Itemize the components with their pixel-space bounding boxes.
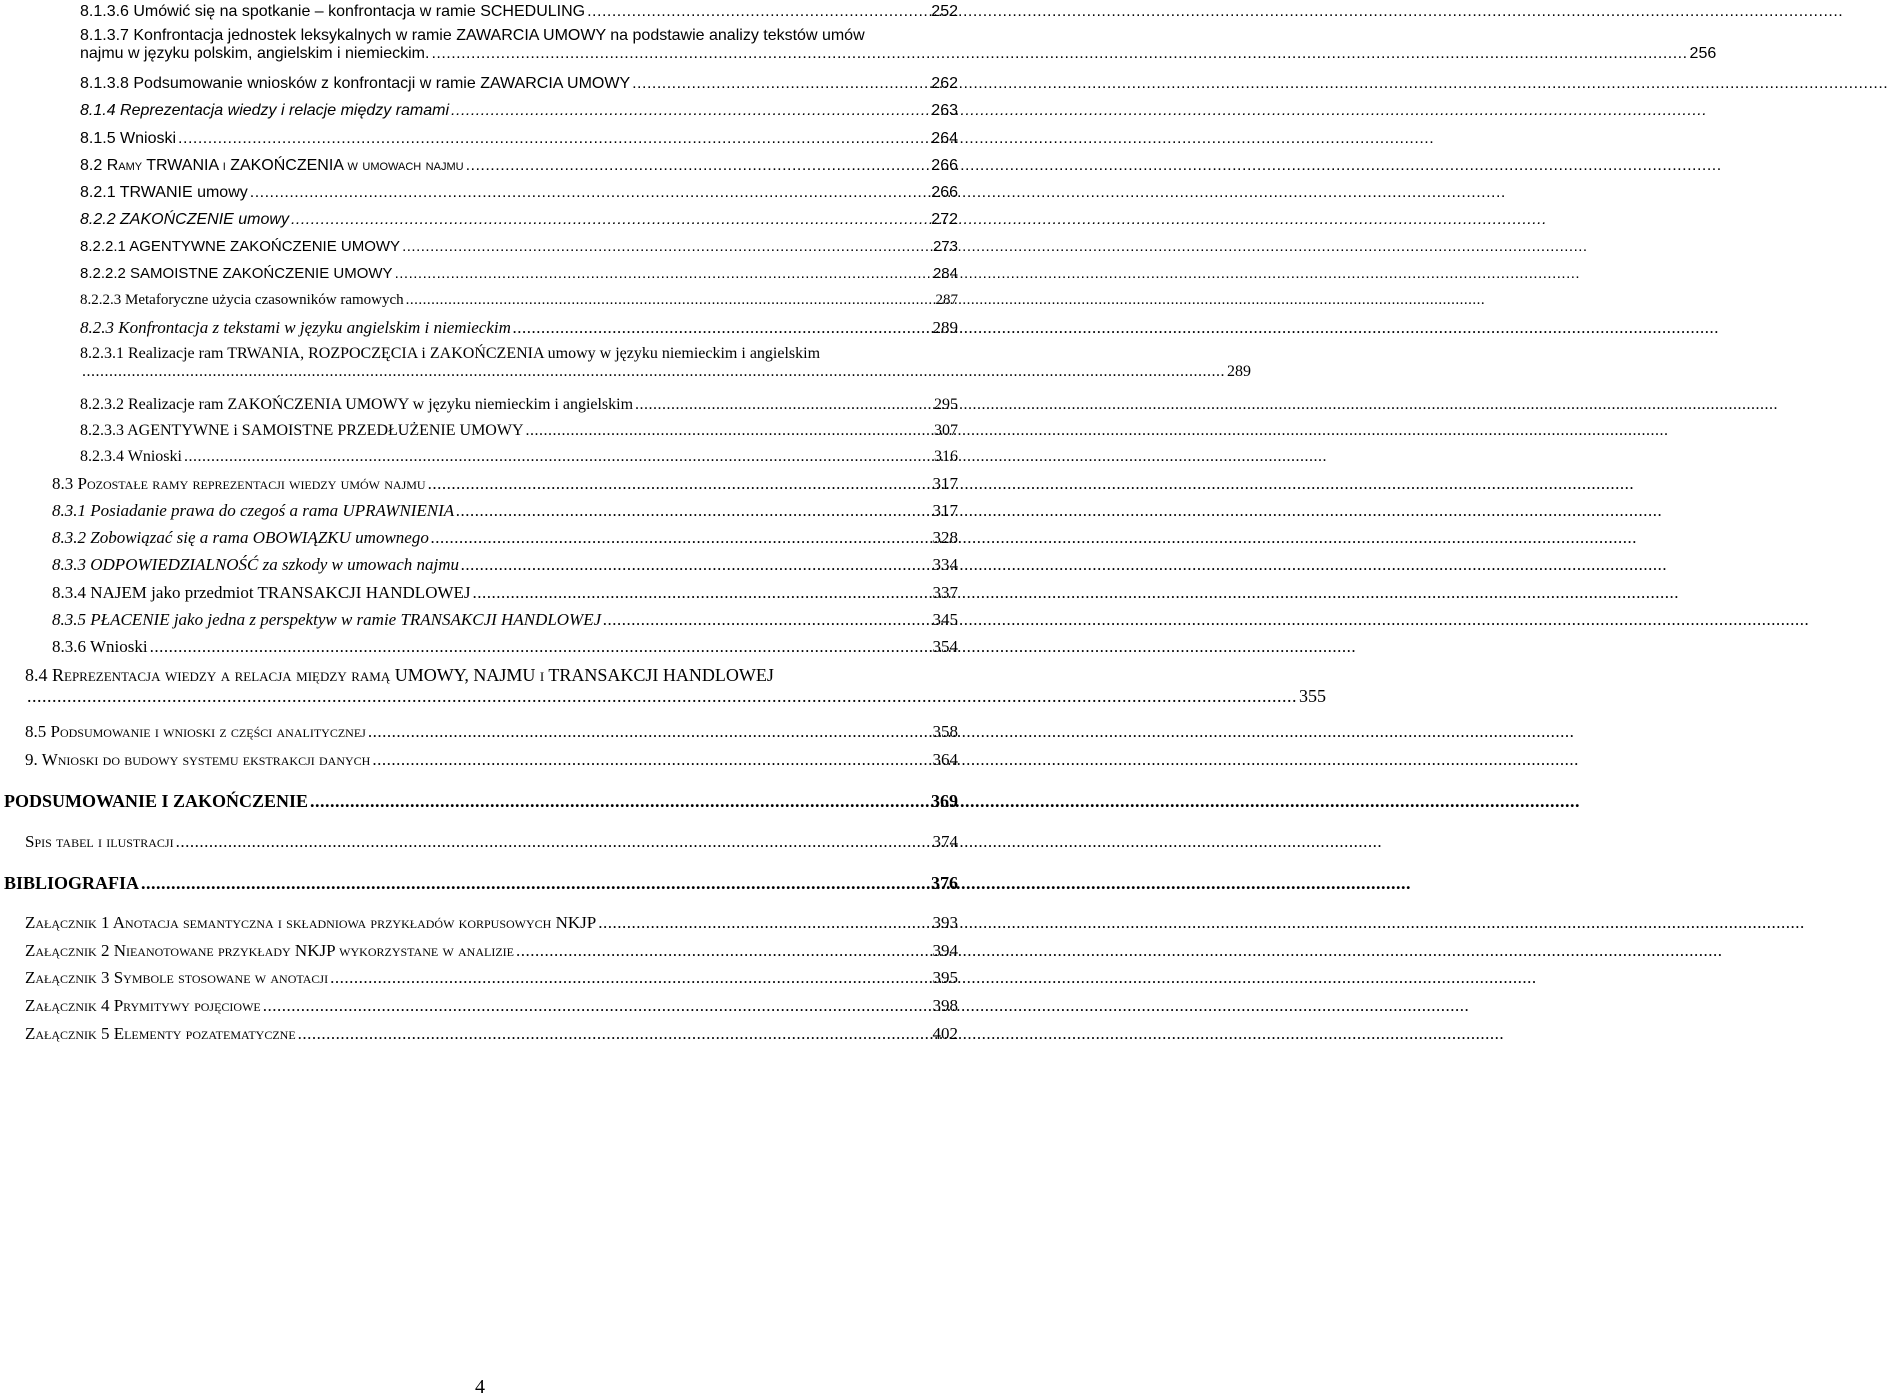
toc-entry-title: 8.2.3 Konfrontacja z tekstami w języku angielskim i niemieckim <box>80 318 511 337</box>
toc-entry[interactable] <box>25 750 958 770</box>
toc-entry-title: 8.3.4 NAJEM jako przedmiot TRANSAKCJI HANDLOWEJ <box>52 583 471 602</box>
toc-entry[interactable] <box>80 102 958 120</box>
dot-leader <box>456 501 930 521</box>
dot-leader <box>406 292 934 309</box>
dot-leader <box>176 832 931 852</box>
toc-entry-page: 307 <box>934 422 958 439</box>
dot-leader <box>428 474 931 494</box>
dot-leader <box>603 610 930 630</box>
toc-entry-page: 262 <box>931 75 958 92</box>
toc-entry-page: 272 <box>931 211 958 228</box>
toc-entry-page: 289 <box>932 318 958 337</box>
toc-entry-page: 402 <box>932 1024 958 1043</box>
toc-entry-title: 8.3 Pozostałe ramy reprezentacji wiedzy umów najmu <box>52 474 426 493</box>
toc-entry-page: 295 <box>934 396 958 413</box>
toc-entry-title: 8.2.3.3 AGENTYWNE i SAMOISTNE PRZEDŁUŻENIE UMOWY <box>80 422 524 439</box>
toc-entry[interactable] <box>25 913 958 933</box>
dot-leader <box>310 791 929 812</box>
toc-entry-title: 8.2.3.2 Realizacje ram ZAKOŃCZENIA UMOWY w języku niemieckim i angielskim <box>80 396 634 413</box>
toc-entry-title: Załącznik 2 Nieanotowane przykłady NKJP wykorzystane w analizie <box>25 941 514 960</box>
toc-entry-title: 8.1.5 Wnioski <box>80 130 177 147</box>
toc-entry-page: 364 <box>932 750 958 769</box>
toc-entry-title: 8.2.2.3 Metaforyczne użycia czasowników ramowych <box>80 292 404 308</box>
toc-entry-title: Załącznik 5 Elementy pozatematyczne <box>25 1024 296 1043</box>
toc-entry-title: 8.3.1 Posiadanie prawa do czegoś a rama UPRAWNIENIA <box>52 501 455 520</box>
dot-leader <box>27 686 1297 707</box>
toc-entry-page: 369 <box>931 791 958 811</box>
toc-entry-page: 393 <box>932 913 958 932</box>
dot-leader <box>632 75 929 93</box>
toc-entry[interactable] <box>25 941 958 961</box>
toc-entry-title: 8.1.4 Reprezentacja wiedzy i relacje między ramami <box>80 102 450 119</box>
dot-leader <box>330 968 930 988</box>
toc-entry-title: 8.2.2 ZAKOŃCZENIE umowy <box>80 211 289 228</box>
dot-leader <box>150 637 931 657</box>
toc-entry-title: 8.2 Ramy TRWANIA i ZAKOŃCZENIA w umowach najmu <box>80 157 464 174</box>
toc-entry-title: 8.3.6 Wnioski <box>52 637 148 656</box>
dot-leader <box>473 583 931 603</box>
toc-entry-title: 8.3.5 PŁACENIE jako jedna z perspektyw w ramie TRANSAKCJI HANDLOWEJ <box>52 610 602 629</box>
toc-entry-page: 252 <box>931 3 958 20</box>
dot-leader <box>513 318 931 338</box>
toc-entry-title: 8.1.3.7 Konfrontacja jednostek leksykalnych w ramie ZAWARCIA UMOWY na podstawie analizy tekstów umów <box>80 27 865 44</box>
dot-leader <box>635 396 932 414</box>
dot-leader <box>141 873 929 894</box>
dot-leader <box>402 238 931 255</box>
toc-entry-page: 316 <box>934 448 958 465</box>
toc-entry[interactable] <box>80 265 958 282</box>
toc-entry-title: BIBLIOGRAFIA <box>4 873 140 893</box>
toc-entry-title: Spis tabel i ilustracji <box>25 832 174 851</box>
dot-leader <box>598 913 930 933</box>
toc-entry-title: Załącznik 4 Prymitywy pojęciowe <box>25 996 261 1015</box>
toc-entry-title: 8.3.2 Zobowiązać się a rama OBOWIĄZKU umownego <box>52 528 429 547</box>
toc-entry-page: 337 <box>932 583 958 602</box>
dot-leader <box>298 1024 931 1044</box>
toc-entry[interactable] <box>4 873 958 894</box>
toc-entry-title-continued: najmu w języku polskim, angielskim i niemieckim. <box>80 45 430 63</box>
toc-entry-page: 374 <box>932 832 958 851</box>
toc-entry-title: 8.3.3 ODPOWIEDZIALNOŚĆ za szkody w umowach najmu <box>52 555 460 574</box>
toc-entry-title: 8.1.3.8 Podsumowanie wniosków z konfrontacji w ramie ZAWARCIA UMOWY <box>80 75 631 92</box>
dot-leader <box>461 555 930 575</box>
toc-entry[interactable] <box>52 528 958 548</box>
toc-entry[interactable] <box>52 610 958 630</box>
toc-entry[interactable] <box>52 637 958 657</box>
dot-leader <box>451 102 929 120</box>
dot-leader <box>516 941 931 961</box>
toc-entry-page: 358 <box>932 722 958 741</box>
toc-entry[interactable] <box>80 345 1251 382</box>
toc-entry[interactable] <box>80 3 958 21</box>
toc-entry-page: 345 <box>932 610 958 629</box>
toc-entry[interactable] <box>52 555 958 575</box>
toc-entry[interactable] <box>25 968 958 988</box>
toc-entry-page: 317 <box>932 474 958 493</box>
toc-entry-title: 8.2.2.2 SAMOISTNE ZAKOŃCZENIE UMOWY <box>80 265 393 282</box>
toc-entry[interactable] <box>52 474 958 494</box>
dot-leader <box>466 157 930 175</box>
toc-entry-page: 264 <box>931 130 958 147</box>
toc-entry[interactable] <box>80 238 958 255</box>
toc-entry-title: 8.1.3.6 Umówić się na spotkanie – konfrontacja w ramie SCHEDULING <box>80 3 586 20</box>
toc-entry-title: Załącznik 1 Anotacja semantyczna i składniowa przykładów korpusowych NKJP <box>25 913 597 932</box>
toc-entry[interactable] <box>80 211 958 229</box>
toc-entry-page: 273 <box>932 238 958 255</box>
toc-entry[interactable] <box>25 722 958 742</box>
toc-entry-title: PODSUMOWANIE I ZAKOŃCZENIE <box>4 791 309 811</box>
toc-entry-page: 394 <box>932 941 958 960</box>
toc-entry-page: 398 <box>932 996 958 1015</box>
toc-entry-title: 8.4 Reprezentacja wiedzy a relacja między ramą UMOWY, NAJMU i TRANSAKCJI HANDLOWEJ <box>25 665 774 685</box>
dot-leader <box>184 448 932 466</box>
toc-entry[interactable] <box>80 157 958 175</box>
toc-entry-title: 8.2.3.1 Realizacje ram TRWANIA, ROZPOCZĘCIA i ZAKOŃCZENIA umowy w języku niemieckim i angielskim <box>80 345 821 362</box>
toc-entry-title: Załącznik 3 Symbole stosowane w anotacji <box>25 968 329 987</box>
dot-leader <box>178 130 929 148</box>
toc-entry[interactable] <box>80 396 958 414</box>
toc-entry[interactable] <box>25 1024 958 1044</box>
toc-entry-page: 355 <box>1299 685 1326 706</box>
toc-entry-page: 263 <box>931 102 958 119</box>
toc-entry-title: 8.2.3.4 Wnioski <box>80 448 182 465</box>
toc-entry-page: 284 <box>932 265 958 282</box>
dot-leader <box>368 722 931 742</box>
toc-entry-title: 8.2.1 TRWANIE umowy <box>80 184 248 201</box>
dot-leader <box>263 996 931 1016</box>
toc-entry[interactable] <box>4 791 958 812</box>
toc-entry-page: 266 <box>931 184 958 201</box>
toc-entry[interactable] <box>80 184 958 202</box>
dot-leader <box>372 750 930 770</box>
toc-entry-title: 9. Wnioski do budowy systemu ekstrakcji danych <box>25 750 371 769</box>
page-number: 4 <box>475 1376 485 1398</box>
toc-entry[interactable] <box>80 75 958 93</box>
toc-entry-page: 266 <box>931 157 958 174</box>
dot-leader <box>431 45 1687 63</box>
dot-leader <box>526 422 932 440</box>
toc-entry[interactable] <box>52 501 958 521</box>
toc-entry[interactable] <box>80 292 958 309</box>
dot-leader <box>587 3 929 21</box>
toc-entry-page: 328 <box>932 528 958 547</box>
toc-entry[interactable] <box>25 996 958 1016</box>
toc-entry-page: 354 <box>932 637 958 656</box>
dot-leader <box>82 363 1225 381</box>
toc-entry-page: 289 <box>1227 363 1251 381</box>
toc-entry[interactable] <box>25 832 958 852</box>
toc-entry-page: 287 <box>935 292 958 308</box>
toc-entry[interactable] <box>80 318 958 338</box>
dot-leader <box>250 184 930 202</box>
toc-entry-page: 256 <box>1689 45 1717 63</box>
toc-entry-page: 395 <box>932 968 958 987</box>
dot-leader <box>395 265 931 282</box>
toc-entry[interactable] <box>80 130 958 148</box>
toc-entry-page: 376 <box>931 873 958 893</box>
toc-entry[interactable] <box>25 665 1326 706</box>
toc-entry[interactable] <box>80 422 958 440</box>
toc-entry[interactable] <box>80 448 958 466</box>
dot-leader <box>431 528 931 548</box>
toc-entry-title: 8.2.2.1 AGENTYWNE ZAKOŃCZENIE UMOWY <box>80 238 401 255</box>
toc-entry-page: 317 <box>932 501 958 520</box>
toc-entry[interactable] <box>52 583 958 603</box>
dot-leader <box>291 211 929 229</box>
toc-entry-page: 334 <box>932 555 958 574</box>
toc-entry-title: 8.5 Podsumowanie i wnioski z części analitycznej <box>25 722 366 741</box>
toc-entry[interactable] <box>80 27 1717 64</box>
